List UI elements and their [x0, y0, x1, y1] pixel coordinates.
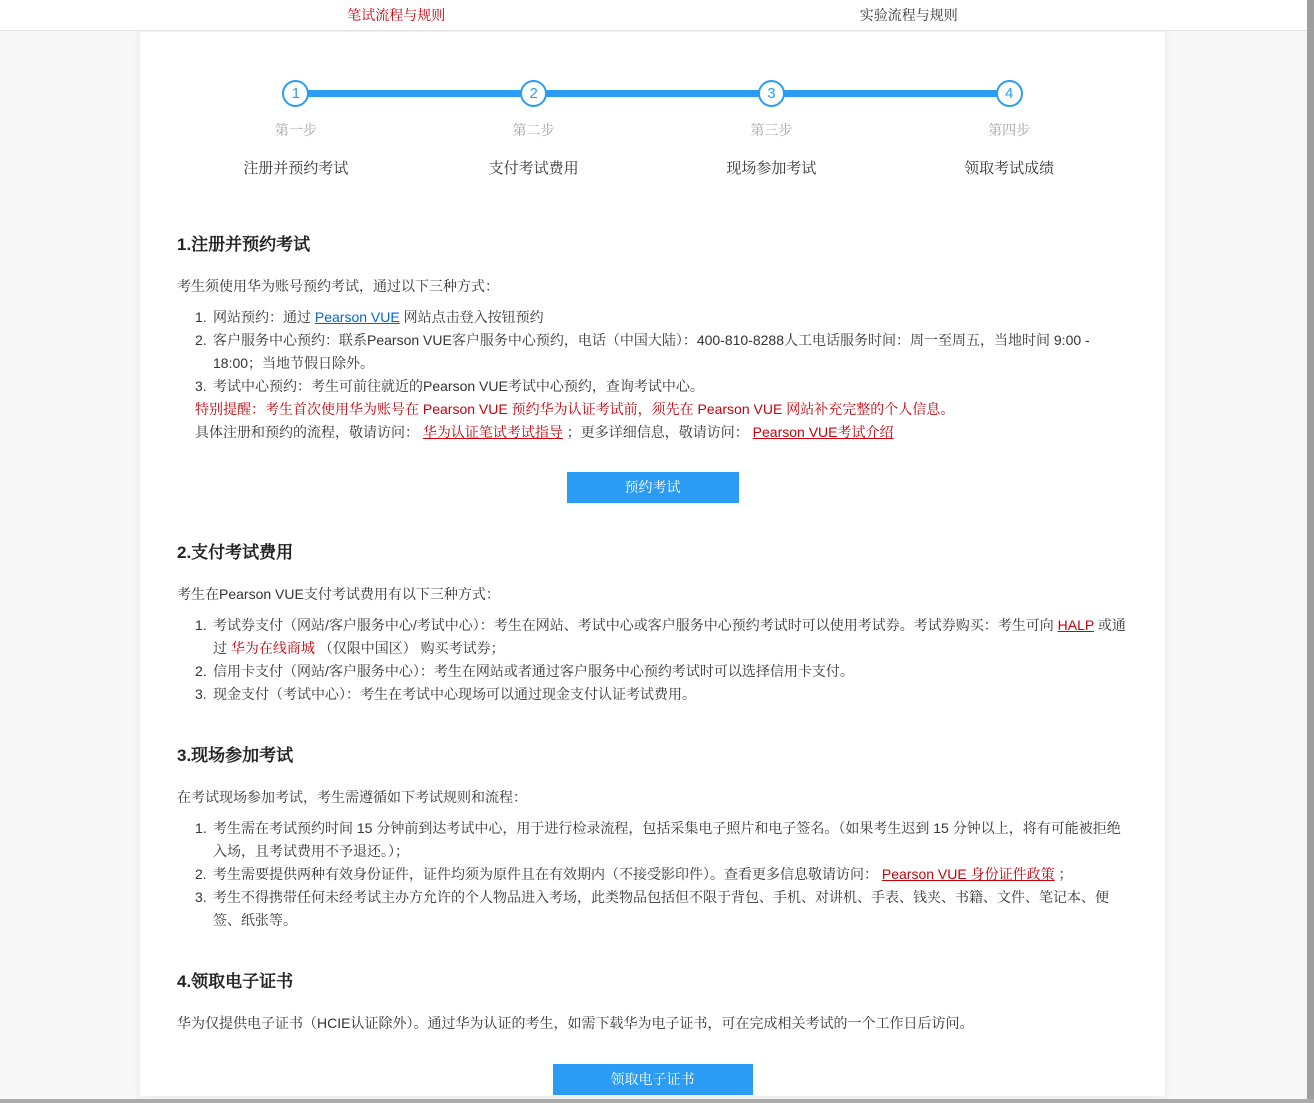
tab-lab-exam-process[interactable]: 实验流程与规则 [859, 7, 958, 23]
section-3-heading: 3.现场参加考试 [177, 746, 294, 765]
list-item-text: （仅限中国区） 购买考试券； [314, 640, 505, 656]
step-1-title: 注册并预约考试 [243, 160, 349, 177]
special-reminder-text: 特别提醒：考生首次使用华为账号在 Pearson VUE 预约华为认证考试前，须先在 Pearson VUE 网站补充完整的个人信息。 [195, 401, 955, 417]
list-item-number: 3. [195, 378, 207, 394]
step-4-title: 领取考试成绩 [964, 160, 1055, 177]
list-item-text: ； [1054, 866, 1073, 882]
top-tab-bar [0, 0, 1314, 31]
list-item [177, 817, 1128, 863]
step-3-label: 第三步 [750, 122, 793, 138]
list-item [177, 660, 1128, 683]
list-item [177, 863, 1128, 886]
list-item-number: 1. [195, 309, 207, 325]
section-1-list [177, 306, 1128, 444]
list-item [177, 683, 1128, 706]
section-2-heading: 2.支付考试费用 [177, 543, 294, 562]
list-item-text: 考生不得携带任何未经考试主办方允许的个人物品进入考场，此类物品包括但不限于背包、手机、对讲机、手表、钱夹、书籍、文件、笔记本、便签、纸张等。 [213, 889, 1109, 928]
guide-text: 具体注册和预约的流程，敬请访问： [195, 424, 423, 440]
book-exam-button-row [177, 444, 1128, 503]
content-card [140, 32, 1165, 1096]
list-item-number: 3. [195, 889, 207, 905]
list-item-number: 3. [195, 686, 207, 702]
registration-guide-line [177, 421, 1128, 444]
halp-link[interactable]: HALP [1057, 617, 1094, 633]
tab-written-exam-process[interactable]: 笔试流程与规则 [347, 7, 446, 23]
exam-process-stepper [177, 80, 1128, 178]
pearson-vue-exam-intro-link[interactable]: Pearson VUE考试介绍 [752, 424, 894, 440]
step-2-title: 支付考试费用 [488, 160, 579, 177]
written-exam-guide-link[interactable]: 华为认证笔试考试指导 [422, 424, 563, 440]
list-item-text: 网站预约：通过 [213, 309, 315, 325]
step-1-circle: 1 [282, 80, 309, 107]
section-4-heading: 4.领取电子证书 [177, 972, 294, 991]
list-item-text: 考试中心预约：考生可前往就近的Pearson VUE考试中心预约，查询考试中心。 [213, 378, 704, 394]
list-item-number: 1. [195, 820, 207, 836]
list-item [177, 614, 1128, 660]
step-4-circle: 4 [996, 80, 1023, 107]
section-2-intro: 考生在Pearson VUE支付考试费用有以下三种方式： [177, 586, 500, 602]
list-item-number: 2. [195, 866, 207, 882]
id-policy-link[interactable]: Pearson VUE 身份证件政策 [881, 866, 1055, 882]
list-item [177, 375, 1128, 398]
step-2-circle: 2 [520, 80, 547, 107]
list-item-text: 考生需在考试预约时间 15 分钟前到达考试中心，用于进行检录流程，包括采集电子照片和电子签名。（如果考生迟到 15 分钟以上，将有可能被拒绝入场，且考试费用不予退还。）； [213, 820, 1121, 859]
guide-text: ；更多详细信息，敬请访问： [562, 424, 753, 440]
list-item-text: 网站点击登入按钮预约 [399, 309, 544, 325]
get-certificate-button[interactable]: 领取电子证书 [553, 1064, 753, 1095]
huawei-online-store-link[interactable]: 华为在线商城 [230, 640, 315, 656]
step-1-label: 第一步 [274, 122, 317, 138]
step-4-label: 第四步 [988, 122, 1031, 138]
list-item [177, 329, 1128, 375]
list-item-text: 考生需要提供两种有效身份证件，证件均须为原件且在有效期内（不接受影印件）。查看更多信息敬请访问： [213, 866, 882, 882]
list-item-text: 现金支付（考试中心）：考生在考试中心现场可以通过现金支付认证考试费用。 [213, 686, 696, 702]
pearson-vue-link[interactable]: Pearson VUE [314, 309, 400, 325]
section-2-list [177, 614, 1128, 706]
top-tab-bar-inner [140, 0, 1165, 30]
horizontal-scrollbar[interactable] [0, 1099, 1314, 1103]
list-item-text: 信用卡支付（网站/客户服务中心）：考生在网站或者通过客户服务中心预约考试时可以选择信用卡支付。 [213, 663, 854, 679]
list-item-text: 或通过 [213, 617, 1126, 656]
step-3-circle: 3 [758, 80, 785, 107]
section-3-list [177, 817, 1128, 932]
stepper-step-3 [653, 80, 891, 178]
stepper-steps [177, 80, 1128, 178]
stepper-step-2 [415, 80, 653, 178]
list-item-number: 2. [195, 332, 207, 348]
step-3-title: 现场参加考试 [726, 160, 817, 177]
list-item-number: 2. [195, 663, 207, 679]
stepper-step-4 [890, 80, 1128, 178]
book-exam-button[interactable]: 预约考试 [567, 472, 739, 503]
list-item [177, 886, 1128, 932]
step-2-label: 第二步 [512, 122, 555, 138]
stepper-step-1 [177, 80, 415, 178]
section-1-heading: 1.注册并预约考试 [177, 235, 311, 254]
vertical-scrollbar[interactable] [1307, 0, 1314, 1103]
list-item-text: 考试券支付（网站/客户服务中心/考试中心）：考生在网站、考试中心或客户服务中心预约考试时可以使用考试券。考试券购买：考生可向 [213, 617, 1058, 633]
section-1-intro: 考生须使用华为账号预约考试，通过以下三种方式： [177, 278, 499, 294]
section-3-intro: 在考试现场参加考试，考生需遵循如下考试规则和流程： [177, 789, 527, 805]
list-item [177, 306, 1128, 329]
list-item-text: 客户服务中心预约：联系Pearson VUE客户服务中心预约，电话（中国大陆）：400-810-8288人工电话服务时间：周一至周五，当地时间 9:00 - 18:00；当地节假日除外。 [213, 332, 1090, 371]
get-certificate-button-row [177, 1034, 1128, 1095]
section-4-intro: 华为仅提供电子证书（HCIE认证除外）。通过华为认证的考生，如需下载华为电子证书，可在完成相关考试的一个工作日后访问。 [177, 1015, 974, 1031]
list-item-number: 1. [195, 617, 207, 633]
